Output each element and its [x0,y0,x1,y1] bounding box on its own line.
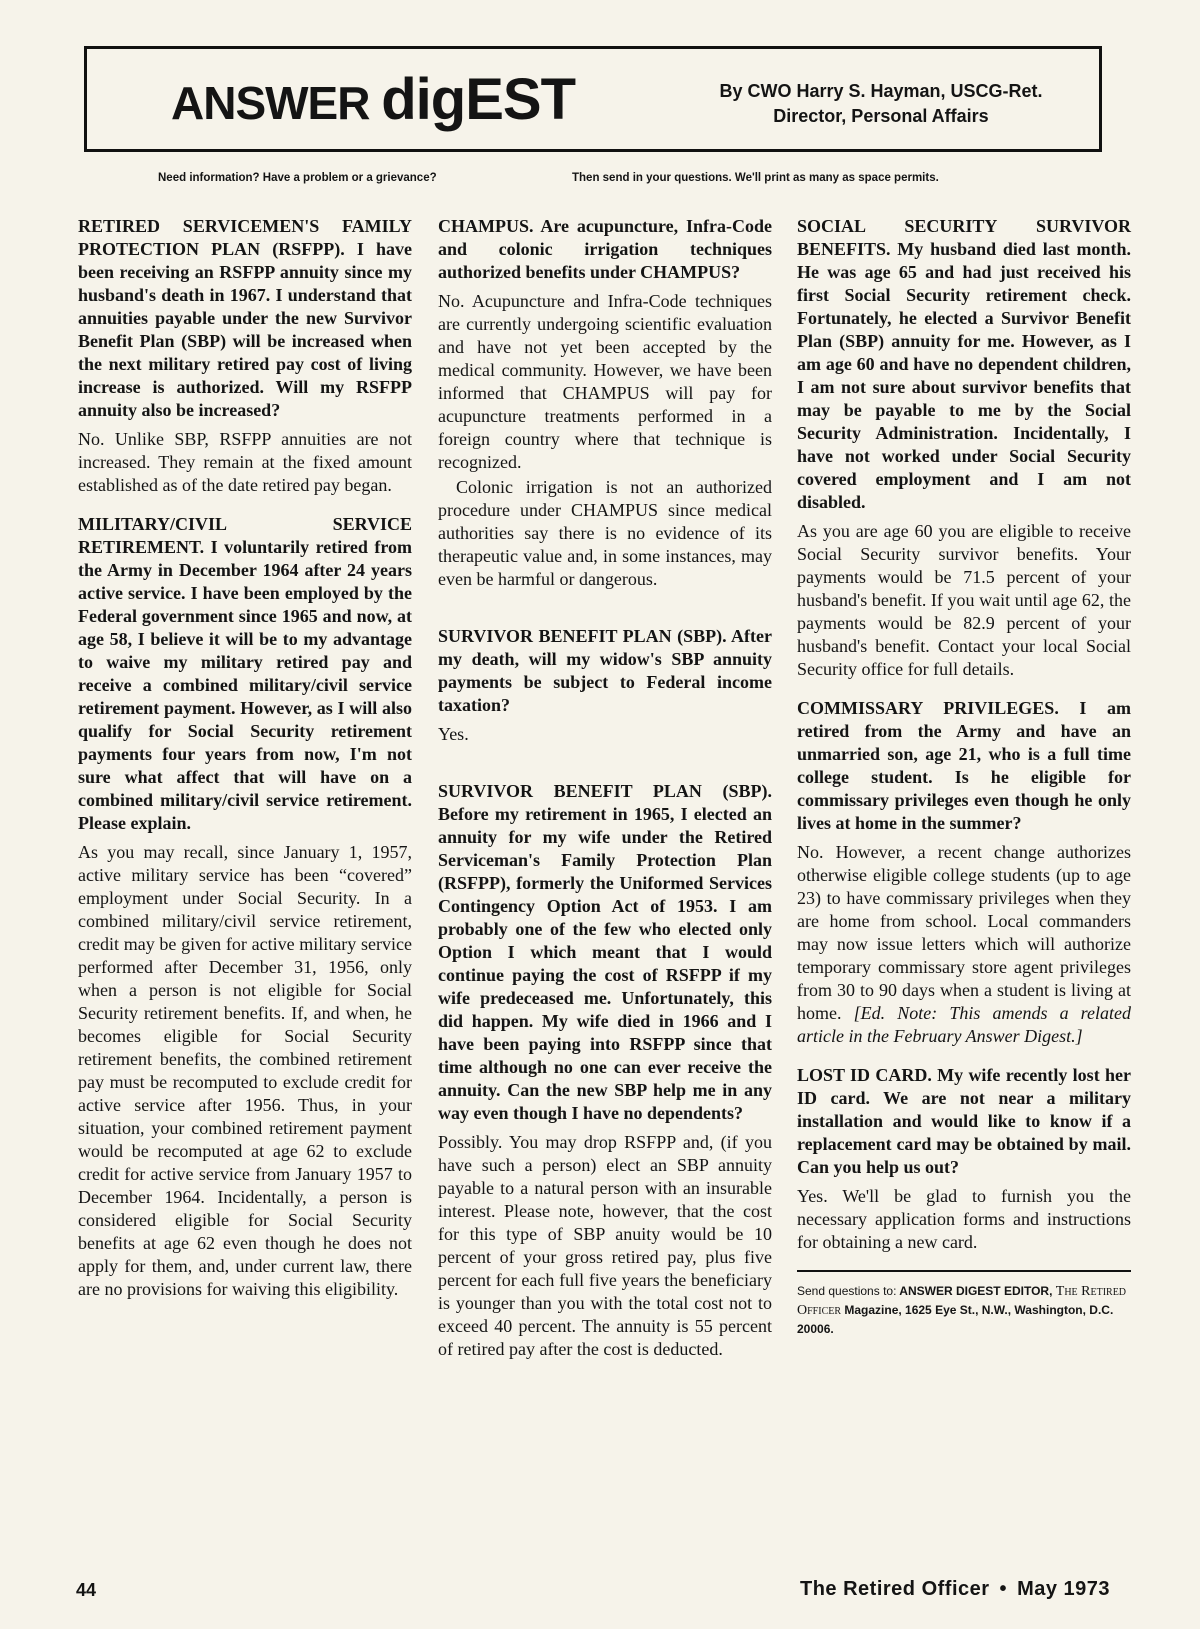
send-editor: ANSWER DIGEST EDITOR, [899,1284,1053,1298]
masthead-box [84,46,1102,152]
footer-bullet: • [999,1578,1008,1600]
footer-issue: May 1973 [1017,1578,1111,1600]
editor-note: [Ed. Note: This amends a related article in the February Answer Digest.] [797,1003,1132,1046]
qa-social-security [797,215,1131,681]
answer-champus: No. Acupuncture and Infra-Code techniques are currently undergoing scientific evaluation and have not yet been accepted by the medical community. However, we have been informed that CHAMPUS will pay for acupuncture treatments performed in a foreign country where that technique is recognized. [438,291,772,472]
answer-champus-colonic: Colonic irrigation is not an authorized procedure under CHAMPUS since medical authorities say there is no evidence of its therapeutic value and, in some instances, may even be harmful or dangerous. [438,477,772,589]
question-social-security: SOCIAL SECURITY SURVIVOR BENEFITS. My husband died last month. He was age 65 and had just received his first Social Security retirement check. Fortunately, he elected a Survivor Benefit Plan (SBP) annuity for me. However, as I am age 60 and have no dependent children, I am not sure about survivor benefits that may be payable to me by the Social Security Administration. Incidentally, I have not worked under Social Security covered employment and I am not disabled. [797,216,1131,512]
masthead-title [171,67,576,132]
column-2 [438,215,772,1377]
answer-social-security: As you are age 60 you are eligible to receive Social Security survivor benefits. Your payments would be 71.5 percent of your husband's benefit. If you wait until age 62, the payments would be 82.9 percent of your husband's benefit. Contact your local Social Security office for full details. [797,521,1131,679]
byline-role: Director, Personal Affairs [773,106,989,126]
qa-lost-id [797,1064,1131,1254]
column-1 [78,215,412,1317]
answer-sbp-option: Possibly. You may drop RSFPP and, (if you have such a person) elect an SBP annuity payable to a natural person with an insurable interest. Please note, however, that the cost for this type of SBP anuity would be 10 percent of your gross retired pay, plus five percent for each full five years the beneficiary is younger than you with the total cost not to exceed 40 percent. The annuity is 55 percent of retired pay after the cost is deducted. [438,1132,772,1359]
answer-lost-id: Yes. We'll be glad to furnish you the necessary application forms and instructions for obtaining a new card. [797,1186,1131,1252]
footer-publication: The Retired Officer [800,1578,990,1600]
footer-publication-line [800,1578,1110,1601]
question-military-civil: MILITARY/CIVIL SERVICE RETIREMENT. I voluntarily retired from the Army in December 1964 after 24 years active service. I have been employed by the Federal government since 1965 and now, at age 58, I believe it will be to my advantage to waive my military retired pay and receive a combined military/civil service retirement payment. However, as I will also qualify for Social Security retirement payments four years from now, I'm not sure what affect that will have on a combined military/civil service retirement. Please explain. [78,514,412,833]
answer-commissary-text: No. However, a recent change authorizes otherwise eligible college students (up to age 23) to have commissary privileges when they are home from school. Local commanders may now issue letters which will authorize temporary commissary store agent privileges from 30 to 90 days when a student is living at home. [797,842,1131,1023]
send-label: Send questions to: [797,1284,897,1298]
send-magazine: The Retired Officer [797,1284,1127,1318]
answer-rsfpp: No. Unlike SBP, RSFPP annuities are not increased. They remain at the fixed amount established as of the date retired pay began. [78,429,412,495]
tagline-left: Need information? Have a problem or a grievance? [158,172,437,184]
qa-commissary [797,697,1131,1048]
qa-sbp-tax [438,625,772,746]
tagline-right: Then send in your questions. We'll print as many as space permits. [572,172,939,184]
qa-rsfpp [78,215,412,497]
question-commissary: COMMISSARY PRIVILEGES. I am retired from the Army and have an unmarried son, age 21, who is a full time college student. Is he eligible for commissary privileges even though he only lives at home in the summer? [797,698,1131,833]
answer-military-civil: As you may recall, since January 1, 1957, active military service has been “covered” employment under Social Security. In a combined military/civil service retirement, credit may be given for active military service performed after December 31, 1956, only when a person is not eligible for Social Security retirement benefits. If, and when, he becomes eligible for Social Security retirement benefits, the combined retirement pay must be recomputed to exclude credit for active service after 1956. Thus, in your situation, your combined retirement payment would be recomputed at age 62 to exclude credit for active service from January 1957 to December 1964. Incidentally, a person is considered eligible for Social Security benefits at age 62 even though he does not apply for them, and, under current law, there are no provisions for waiving this eligibility. [78,842,412,1299]
byline-author: By CWO Harry S. Hayman, USCG-Ret. [719,81,1043,101]
question-rsfpp: RETIRED SERVICEMEN'S FAMILY PROTECTION PLAN (RSFPP). I have been receiving an RSFPP annuity since my husband's death in 1967. I understand that annuities payable under the new Survivor Benefit Plan (SBP) will be increased when the next military retired pay cost of living increase is authorized. Will my RSFPP annuity also be increased? [78,216,412,420]
masthead-title-digest: digEST [381,67,576,132]
answer-commissary [797,841,1131,1048]
question-sbp-tax: SURVIVOR BENEFIT PLAN (SBP). After my death, will my widow's SBP annuity payments be subject to Federal income taxation? [438,626,772,715]
question-lost-id: LOST ID CARD. My wife recently lost her ID card. We are not near a military installation and would like to know if a replacement card may be obtained by mail. Can you help us out? [797,1065,1131,1177]
qa-champus [438,215,772,591]
send-address: Magazine, 1625 Eye St., N.W., Washington, D.C. 20006. [797,1303,1114,1336]
question-champus: CHAMPUS. Are acupuncture, Infra-Code and colonic irrigation techniques authorized benefits under CHAMPUS? [438,216,772,282]
answer-sbp-tax: Yes. [438,724,469,744]
byline [681,79,1081,129]
send-questions-box [797,1270,1131,1338]
question-sbp-option: SURVIVOR BENEFIT PLAN (SBP). Before my retirement in 1965, I elected an annuity for my wife under the Retired Serviceman's Family Protection Plan (RSFPP), formerly the Uniformed Services Contingency Option Act of 1953. I am probably one of the few who elected only Option I which meant that I would continue paying the cost of RSFPP if my wife predeceased me. Unfortunately, this did happen. My wife died in 1966 and I have been paying into RSFPP since that time although no one can ever receive the annuity. Can the new SBP help me in any way even though I have no dependents? [438,781,772,1123]
qa-military-civil [78,513,412,1301]
qa-sbp-option [438,780,772,1361]
masthead-title-answer: ANSWER [171,77,370,129]
page-number: 44 [76,1580,97,1600]
column-3 [797,215,1131,1338]
